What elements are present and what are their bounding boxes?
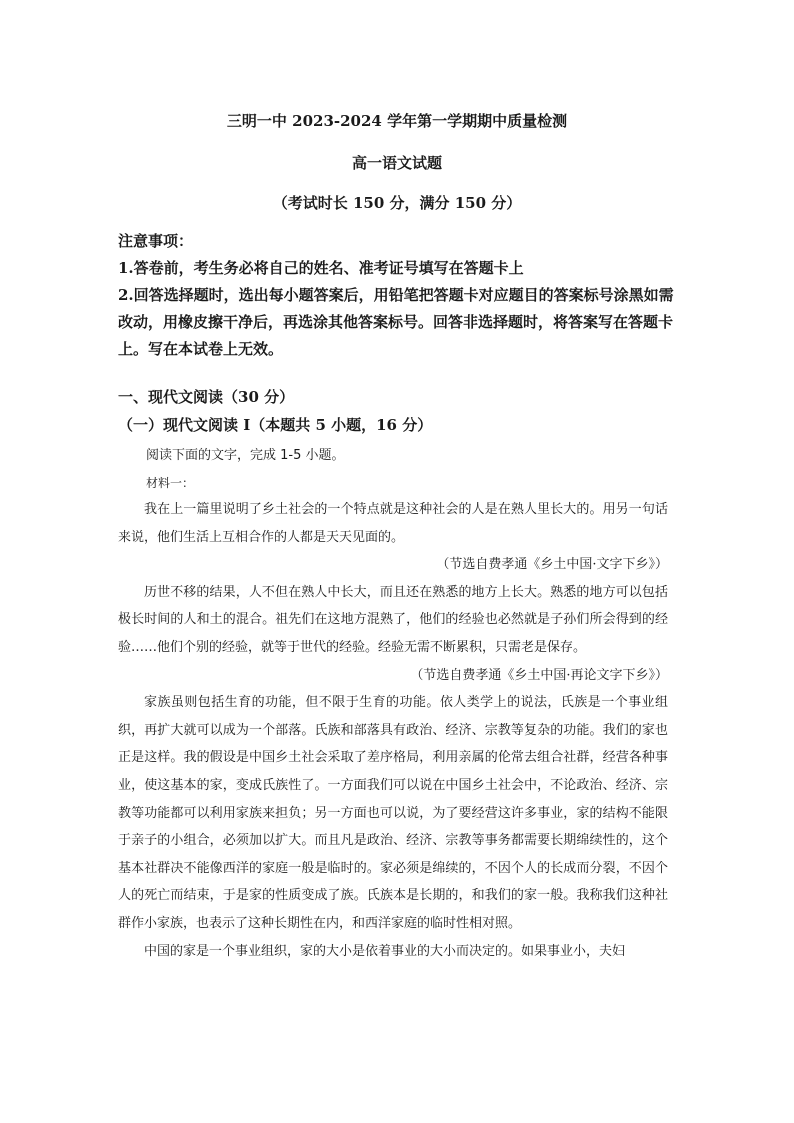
notes-block	[118, 228, 678, 363]
notes-heading: 注意事项：	[118, 232, 194, 250]
passage-source: （节选自费孝通《乡土中国·文字下乡》）	[436, 557, 668, 573]
section-heading: 一、现代文阅读（30 分）	[118, 388, 295, 406]
notes-item-2: 2.回答选择题时，选出每小题答案后，用铅笔把答题卡对应题目的答案标号涂黑如需改动，用橡皮擦干净后，再选涂其他答案标号。回答非选择题时，将答案写在答题卡上。写在本试卷上无效。	[118, 286, 674, 358]
passage-paragraph: 我在上一篇里说明了乡土社会的一个特点就是这种社会的人是在熟人里长大的。用另一句话来说，他们生活上互相合作的人都是天天见面的。	[118, 502, 668, 545]
exam-title: 三明一中 2023-2024 学年第一学期期中质量检测	[226, 112, 568, 130]
passage-paragraph: 历世不移的结果，人不但在熟人中长大，而且还在熟悉的地方上长大。熟悉的地方可以包括极长时间的人和土的混合。祖先们在这地方混熟了，他们的经验也必然就是子孙们所会得到的经验……他们个别的经验，就等于世代的经验。经验无需不断累积，只需老是保存。	[118, 584, 668, 655]
passage	[118, 496, 668, 965]
passage-source: （节选自费孝通《乡土中国·再论文字下乡》）	[410, 667, 668, 683]
reading-instruction: 阅读下面的文字，完成 1-5 小题。	[146, 448, 345, 463]
passage-paragraph: 家族虽则包括生育的功能，但不限于生育的功能。依人类学上的说法，氏族是一个事业组织，再扩大就可以成为一个部落。氏族和部落具有政治、经济、宗教等复杂的功能。我们的家也正是这样。我的假设是中国乡土社会采取了差序格局，利用亲属的伦常去组合社群，经营各种事业，使这基本的家，变成氏族性了。一方面我们可以说在中国乡土社会中，不论政治、经济、宗教等功能都可以利用家族来担负；另一方面也可以说，为了要经营这许多事业，家的结构不能限于亲子的小组合，必须加以扩大。而且凡是政治、经济、宗教等事务都需要长期绵续性的，这个基本社群决不能像西洋的家庭一般是临时的。家必须是绵续的，不因个人的长成而分裂，不因个人的死亡而结束，于是家的性质变成了族。氏族本是长期的，和我们的家一般。我称我们这种社群作小家族，也表示了这种长期性在内，和西洋家庭的临时性相对照。	[118, 695, 668, 931]
subsection-heading: （一）现代文阅读 I（本题共 5 小题，16 分）	[118, 416, 433, 434]
exam-info: （考试时长 150 分，满分 150 分）	[272, 194, 522, 212]
exam-subtitle: 高一语文试题	[351, 154, 442, 172]
material-label: 材料一：	[146, 476, 195, 490]
notes-item-1: 1.答卷前，考生务必将自己的姓名、准考证号填写在答题卡上	[118, 259, 524, 277]
passage-paragraph: 中国的家是一个事业组织，家的大小是依着事业的大小而决定的。如果事业小，夫妇	[144, 943, 626, 959]
